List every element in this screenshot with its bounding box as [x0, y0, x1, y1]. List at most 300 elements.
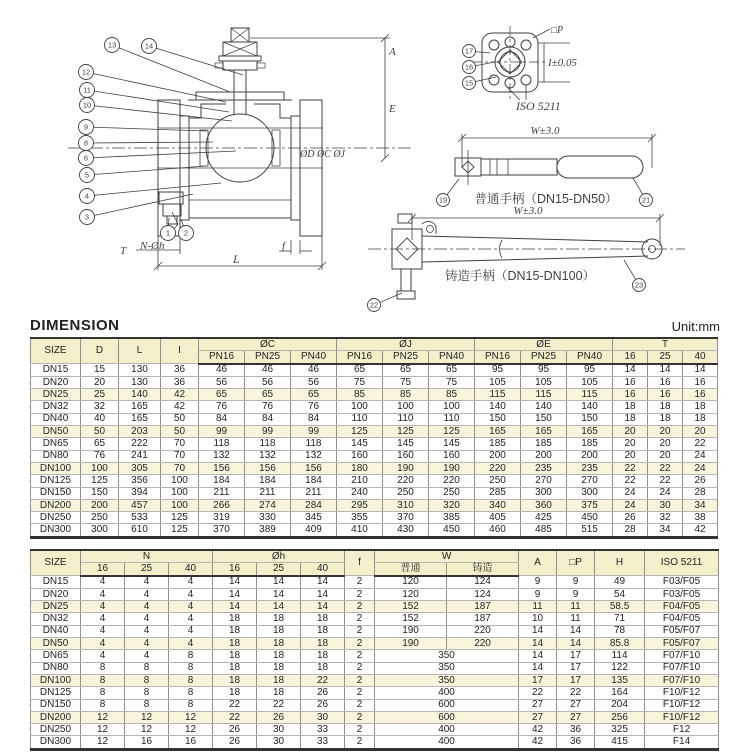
- value-cell: 76: [291, 401, 337, 413]
- value-cell: 24: [613, 499, 648, 511]
- value-cell: 46: [199, 364, 245, 377]
- header-pn: PN25: [245, 351, 291, 364]
- callout-4: 4: [84, 191, 90, 201]
- size-cell: DN200: [31, 711, 81, 723]
- value-cell: 100: [161, 475, 199, 487]
- value-cell: 27: [519, 699, 557, 711]
- header-pn: PN40: [567, 351, 613, 364]
- value-cell: 78: [595, 625, 645, 637]
- value-cell: 18: [213, 662, 257, 674]
- callout-22: 22: [369, 300, 379, 310]
- header-pn: PN40: [291, 351, 337, 364]
- value-cell: 319: [199, 512, 245, 524]
- value-cell: 15: [81, 364, 119, 377]
- value-cell: 4: [81, 613, 125, 625]
- valve-cross-section: [68, 28, 412, 236]
- value-cell: 4: [169, 638, 213, 650]
- value-cell: 34: [648, 524, 683, 537]
- dia-group-label: ØD ØC ØJ: [300, 149, 345, 160]
- value-cell: 115: [567, 389, 613, 401]
- value-cell: 14: [257, 576, 301, 589]
- size-cell: DN80: [31, 662, 81, 674]
- value-cell: 394: [119, 487, 161, 499]
- value-cell: 26: [683, 475, 718, 487]
- value-cell: 18: [301, 662, 345, 674]
- value-cell: 340: [475, 499, 521, 511]
- header-w-group: W: [375, 550, 519, 563]
- header-n-sub: 25: [125, 563, 169, 576]
- value-cell: 130: [119, 364, 161, 377]
- dim-t-label: T: [120, 245, 127, 257]
- value-cell: 26: [613, 512, 648, 524]
- value-cell: 65: [429, 364, 475, 377]
- table-row: [31, 588, 719, 600]
- value-cell: 9: [519, 576, 557, 589]
- value-cell: 9: [557, 588, 595, 600]
- header-oe-group: ØE: [475, 338, 613, 351]
- value-cell: 284: [291, 499, 337, 511]
- value-cell: 115: [521, 389, 567, 401]
- value-cell: 56: [291, 376, 337, 388]
- value-cell: 50: [81, 426, 119, 438]
- dim-f-label: f: [282, 240, 286, 252]
- size-cell: DN15: [31, 364, 81, 377]
- iso-cell: F12: [645, 724, 719, 736]
- value-cell: 75: [383, 376, 429, 388]
- value-cell: 8: [81, 662, 125, 674]
- value-cell: 30: [257, 724, 301, 736]
- value-cell: 22: [613, 475, 648, 487]
- value-cell: 125: [383, 426, 429, 438]
- value-cell: 285: [475, 487, 521, 499]
- value-cell: 164: [595, 687, 645, 699]
- w-cast-cell: 220: [447, 625, 519, 637]
- value-cell: 14: [648, 364, 683, 377]
- value-cell: 235: [521, 462, 567, 474]
- flange-top-view: [472, 25, 577, 113]
- w-cast-cell: 187: [447, 601, 519, 613]
- value-cell: 405: [475, 512, 521, 524]
- size-cell: DN15: [31, 576, 81, 589]
- value-cell: 20: [683, 426, 718, 438]
- value-cell: 4: [169, 576, 213, 589]
- value-cell: 18: [213, 674, 257, 686]
- header-t-sub: 40: [683, 351, 718, 364]
- value-cell: 54: [595, 588, 645, 600]
- size-cell: DN50: [31, 426, 81, 438]
- w-tol-normal-label: W±3.0: [530, 125, 560, 137]
- size-cell: DN32: [31, 613, 81, 625]
- value-cell: 20: [648, 426, 683, 438]
- w-normal-cell: 190: [375, 625, 447, 637]
- header-oj-group: ØJ: [337, 338, 475, 351]
- technical-drawing: [0, 0, 750, 318]
- value-cell: 14: [519, 638, 557, 650]
- header-pn: PN25: [521, 351, 567, 364]
- value-cell: 8: [81, 687, 125, 699]
- value-cell: 118: [291, 438, 337, 450]
- value-cell: 18: [257, 613, 301, 625]
- value-cell: 200: [475, 450, 521, 462]
- header-size: SIZE: [31, 338, 81, 364]
- value-cell: 65: [291, 389, 337, 401]
- value-cell: 22: [648, 475, 683, 487]
- value-cell: 4: [169, 601, 213, 613]
- table-row: [31, 376, 718, 388]
- value-cell: 4: [125, 613, 169, 625]
- header-oh-group: Øh: [213, 550, 345, 563]
- value-cell: 8: [125, 662, 169, 674]
- table-row: [31, 613, 719, 625]
- header-w-normal: 普通: [375, 563, 447, 576]
- value-cell: 235: [567, 462, 613, 474]
- value-cell: 8: [169, 650, 213, 662]
- header-pn: PN16: [199, 351, 245, 364]
- value-cell: 2: [345, 625, 375, 637]
- value-cell: 185: [521, 438, 567, 450]
- value-cell: 2: [345, 699, 375, 711]
- value-cell: 370: [383, 512, 429, 524]
- callout-9: 9: [83, 122, 89, 132]
- value-cell: 4: [169, 613, 213, 625]
- header-n-sub: 16: [81, 563, 125, 576]
- value-cell: 36: [161, 376, 199, 388]
- w-merged-cell: 350: [375, 674, 519, 686]
- header-w-cast: 铸造: [447, 563, 519, 576]
- value-cell: 180: [337, 462, 383, 474]
- normal-handle-view: [455, 125, 656, 206]
- table-row: [31, 499, 718, 511]
- w-merged-cell: 400: [375, 736, 519, 749]
- value-cell: 2: [345, 674, 375, 686]
- value-cell: 20: [648, 450, 683, 462]
- value-cell: 12: [125, 724, 169, 736]
- iso-cell: F04/F05: [645, 613, 719, 625]
- table-row: [31, 699, 719, 711]
- value-cell: 22: [648, 462, 683, 474]
- table-row: [31, 711, 719, 723]
- value-cell: 12: [169, 724, 213, 736]
- value-cell: 18: [613, 401, 648, 413]
- callout-16: 16: [464, 62, 474, 72]
- callout-1: 1: [165, 228, 171, 238]
- value-cell: 2: [345, 711, 375, 723]
- header-iso: ISO 5211: [645, 550, 719, 576]
- cast-handle-callout-circles: [368, 279, 646, 312]
- table-row: [31, 524, 718, 537]
- value-cell: 140: [475, 401, 521, 413]
- value-cell: 18: [257, 687, 301, 699]
- value-cell: 22: [613, 462, 648, 474]
- value-cell: 65: [81, 438, 119, 450]
- value-cell: 18: [213, 638, 257, 650]
- value-cell: 355: [337, 512, 383, 524]
- value-cell: 16: [169, 736, 213, 749]
- iso-cell: F14: [645, 736, 719, 749]
- value-cell: 85: [429, 389, 475, 401]
- value-cell: 26: [213, 736, 257, 749]
- value-cell: 12: [125, 711, 169, 723]
- value-cell: 4: [125, 588, 169, 600]
- value-cell: 17: [519, 674, 557, 686]
- iso-cell: F10/F12: [645, 699, 719, 711]
- table-row: [31, 674, 719, 686]
- value-cell: 65: [245, 389, 291, 401]
- value-cell: 50: [161, 413, 199, 425]
- value-cell: 20: [81, 376, 119, 388]
- value-cell: 25: [81, 389, 119, 401]
- size-cell: DN125: [31, 687, 81, 699]
- w-normal-cell: 152: [375, 613, 447, 625]
- value-cell: 26: [301, 687, 345, 699]
- value-cell: 145: [383, 438, 429, 450]
- callout-3: 3: [84, 212, 90, 222]
- table-row: [31, 638, 719, 650]
- value-cell: 14: [557, 625, 595, 637]
- value-cell: 211: [245, 487, 291, 499]
- value-cell: 95: [475, 364, 521, 377]
- value-cell: 18: [257, 662, 301, 674]
- callout-17: 17: [464, 46, 474, 56]
- value-cell: 22: [213, 711, 257, 723]
- size-cell: DN300: [31, 736, 81, 749]
- value-cell: 8: [169, 674, 213, 686]
- value-cell: 4: [81, 638, 125, 650]
- value-cell: 20: [613, 438, 648, 450]
- value-cell: 105: [567, 376, 613, 388]
- value-cell: 70: [161, 462, 199, 474]
- value-cell: 389: [245, 524, 291, 537]
- value-cell: 105: [521, 376, 567, 388]
- value-cell: 18: [301, 625, 345, 637]
- value-cell: 375: [567, 499, 613, 511]
- dimension-table-1: [30, 337, 718, 539]
- size-cell: DN150: [31, 487, 81, 499]
- value-cell: 125: [161, 524, 199, 537]
- callout-14: 14: [144, 41, 154, 51]
- value-cell: 266: [199, 499, 245, 511]
- value-cell: 27: [519, 711, 557, 723]
- value-cell: 36: [161, 364, 199, 377]
- value-cell: 140: [567, 401, 613, 413]
- value-cell: 14: [519, 650, 557, 662]
- value-cell: 274: [245, 499, 291, 511]
- value-cell: 200: [521, 450, 567, 462]
- value-cell: 8: [125, 674, 169, 686]
- value-cell: 190: [429, 462, 475, 474]
- header-oc-group: ØC: [199, 338, 337, 351]
- value-cell: 156: [291, 462, 337, 474]
- value-cell: 165: [567, 426, 613, 438]
- value-cell: 385: [429, 512, 475, 524]
- value-cell: 18: [213, 687, 257, 699]
- header-oh-sub: 16: [213, 563, 257, 576]
- value-cell: 22: [683, 438, 718, 450]
- table-row: [31, 736, 719, 749]
- value-cell: 210: [337, 475, 383, 487]
- size-cell: DN125: [31, 475, 81, 487]
- size-cell: DN40: [31, 625, 81, 637]
- size-cell: DN20: [31, 588, 81, 600]
- size-cell: DN80: [31, 450, 81, 462]
- header-pn: PN16: [337, 351, 383, 364]
- value-cell: 425: [521, 512, 567, 524]
- value-cell: 345: [291, 512, 337, 524]
- value-cell: 610: [119, 524, 161, 537]
- header-t-group: T: [613, 338, 718, 351]
- value-cell: 184: [245, 475, 291, 487]
- value-cell: 220: [429, 475, 475, 487]
- value-cell: 22: [557, 687, 595, 699]
- header-pn: PN40: [429, 351, 475, 364]
- value-cell: 34: [683, 499, 718, 511]
- w-cast-cell: 124: [447, 588, 519, 600]
- w-cast-cell: 220: [447, 638, 519, 650]
- value-cell: 250: [429, 487, 475, 499]
- value-cell: 16: [613, 389, 648, 401]
- value-cell: 22: [257, 699, 301, 711]
- value-cell: 250: [81, 512, 119, 524]
- value-cell: 310: [383, 499, 429, 511]
- value-cell: 450: [567, 512, 613, 524]
- value-cell: 220: [383, 475, 429, 487]
- cast-handle-label: 铸造手柄（DN15-DN100）: [444, 269, 596, 283]
- value-cell: 211: [291, 487, 337, 499]
- value-cell: 241: [119, 450, 161, 462]
- value-cell: 211: [199, 487, 245, 499]
- header-oh-sub: 25: [257, 563, 301, 576]
- header-pn: PN25: [383, 351, 429, 364]
- w-cast-cell: 187: [447, 613, 519, 625]
- value-cell: 8: [169, 687, 213, 699]
- value-cell: 24: [613, 487, 648, 499]
- value-cell: 14: [519, 625, 557, 637]
- value-cell: 28: [683, 487, 718, 499]
- value-cell: 22: [519, 687, 557, 699]
- table-row: [31, 687, 719, 699]
- size-cell: DN100: [31, 674, 81, 686]
- iso-cell: F05/F07: [645, 625, 719, 637]
- value-cell: 185: [475, 438, 521, 450]
- value-cell: 16: [125, 736, 169, 749]
- value-cell: 75: [429, 376, 475, 388]
- callout-6: 6: [83, 153, 89, 163]
- value-cell: 150: [81, 487, 119, 499]
- size-cell: DN65: [31, 438, 81, 450]
- value-cell: 145: [337, 438, 383, 450]
- value-cell: 100: [337, 401, 383, 413]
- value-cell: 99: [199, 426, 245, 438]
- size-cell: DN25: [31, 601, 81, 613]
- value-cell: 17: [557, 674, 595, 686]
- value-cell: 99: [245, 426, 291, 438]
- value-cell: 320: [429, 499, 475, 511]
- value-cell: 65: [383, 364, 429, 377]
- value-cell: 132: [199, 450, 245, 462]
- value-cell: 457: [119, 499, 161, 511]
- header-n-sub: 40: [169, 563, 213, 576]
- value-cell: 22: [213, 699, 257, 711]
- value-cell: 85: [383, 389, 429, 401]
- iso-5211-label: ISO 5211: [516, 99, 561, 113]
- value-cell: 100: [81, 462, 119, 474]
- value-cell: 250: [383, 487, 429, 499]
- value-cell: 32: [81, 401, 119, 413]
- size-cell: DN250: [31, 512, 81, 524]
- value-cell: 415: [595, 736, 645, 749]
- value-cell: 184: [199, 475, 245, 487]
- dim-e-label: E: [389, 103, 396, 115]
- header-oh-sub: 40: [301, 563, 345, 576]
- value-cell: 430: [383, 524, 429, 537]
- value-cell: 140: [119, 389, 161, 401]
- value-cell: 18: [683, 413, 718, 425]
- value-cell: 27: [557, 699, 595, 711]
- callout-10: 10: [82, 100, 92, 110]
- value-cell: 100: [383, 401, 429, 413]
- value-cell: 99: [291, 426, 337, 438]
- iso-cell: F04/F05: [645, 601, 719, 613]
- value-cell: 8: [169, 662, 213, 674]
- value-cell: 18: [301, 638, 345, 650]
- value-cell: 85.8: [595, 638, 645, 650]
- value-cell: 14: [557, 638, 595, 650]
- value-cell: 26: [213, 724, 257, 736]
- w-normal-cell: 152: [375, 601, 447, 613]
- value-cell: 2: [345, 576, 375, 589]
- value-cell: 4: [125, 601, 169, 613]
- header-l: L: [119, 338, 161, 364]
- value-cell: 533: [119, 512, 161, 524]
- value-cell: 14: [213, 588, 257, 600]
- flange-callouts: [463, 45, 476, 90]
- dim-noh-label: N-Øh: [140, 240, 165, 252]
- value-cell: 300: [81, 524, 119, 537]
- value-cell: 14: [301, 576, 345, 589]
- callout-15: 15: [464, 78, 474, 88]
- value-cell: 12: [169, 711, 213, 723]
- value-cell: 14: [301, 588, 345, 600]
- value-cell: 8: [125, 687, 169, 699]
- value-cell: 185: [567, 438, 613, 450]
- value-cell: 58.5: [595, 601, 645, 613]
- value-cell: 110: [429, 413, 475, 425]
- value-cell: 460: [475, 524, 521, 537]
- size-cell: DN100: [31, 462, 81, 474]
- value-cell: 18: [213, 613, 257, 625]
- header-pn: PN16: [475, 351, 521, 364]
- size-cell: DN200: [31, 499, 81, 511]
- value-cell: 18: [257, 625, 301, 637]
- value-cell: 30: [257, 736, 301, 749]
- value-cell: 42: [161, 401, 199, 413]
- iso-cell: F05/F07: [645, 638, 719, 650]
- callout-12: 12: [81, 67, 91, 77]
- w-merged-cell: 400: [375, 724, 519, 736]
- table-row: [31, 364, 718, 377]
- value-cell: 38: [683, 512, 718, 524]
- value-cell: 24: [683, 462, 718, 474]
- value-cell: 65: [199, 389, 245, 401]
- value-cell: 105: [475, 376, 521, 388]
- value-cell: 18: [213, 650, 257, 662]
- size-cell: DN32: [31, 401, 81, 413]
- value-cell: 14: [683, 364, 718, 377]
- iso-cell: F07/F10: [645, 650, 719, 662]
- size-cell: DN40: [31, 413, 81, 425]
- value-cell: 14: [213, 601, 257, 613]
- header-f: f: [345, 550, 375, 576]
